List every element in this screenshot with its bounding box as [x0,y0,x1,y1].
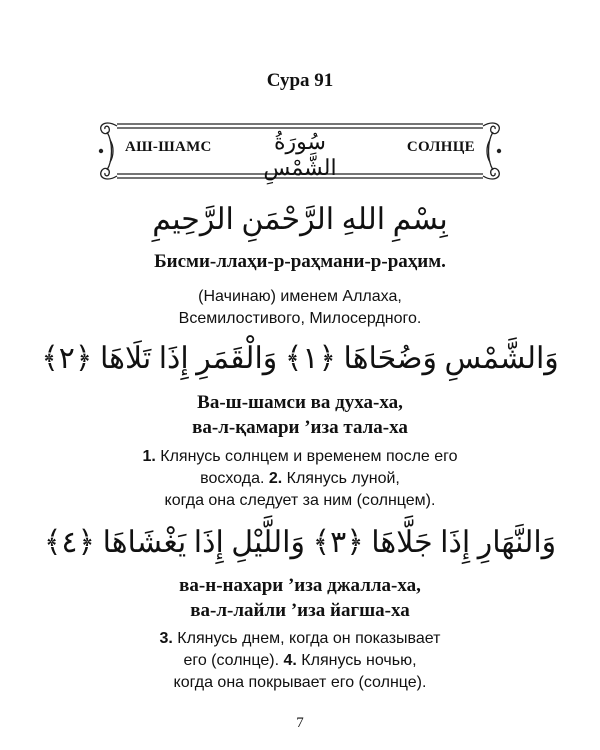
translation-line: (Начинаю) именем Аллаха, [198,288,402,305]
verses-3-4-arabic: وَالنَّهَارِ إِذَا جَلَّاهَا ﴿٣﴾ وَاللَّيْلِ إِذَا يَغْشَاهَا ﴿٤﴾ [43,526,557,559]
translation-line [0,628,600,650]
verses-1-2-translation [0,446,600,512]
translation-text: Клянусь ночью, [296,652,417,669]
verse-number: 2. [268,470,283,487]
verses-1-2-arabic: وَالشَّمْسِ وَضُحَاهَا ﴿١﴾ وَالْقَمَرِ إِذَا تَلَاهَا ﴿٢﴾ [41,342,559,375]
translation-text: восхода. [200,470,269,487]
sura-name-cyrillic: АШ-ШАМС [125,139,212,155]
sura-title: Сура 91 [266,70,334,91]
translit-line: ва-л-лайли ʼиза йагша-ха [190,600,410,621]
verse-number: 3. [159,630,173,647]
translation-line [0,650,600,672]
basmala-translation [0,286,600,330]
translation-text: его (солнце). [183,652,284,669]
verses-1-2-translit [0,390,600,440]
verse-number: 4. [283,652,297,669]
sura-name-translation: СОЛНЦЕ [406,139,475,155]
translation-text: Клянусь луной, [282,470,400,487]
basmala-translit: Бисми-ллаҳи-р-раҳмани-р-раҳим. [154,251,446,272]
translation-line [0,446,600,468]
translation-text: Клянусь днем, когда он показывает [172,630,441,647]
translation-text: Клянусь солнцем и временем после его [155,448,458,465]
translation-line: когда она покрывает его (солнце). [173,674,427,691]
basmala-arabic: بِسْمِ اللهِ الرَّحْمَنِ الرَّحِيمِ [152,203,448,236]
translit-line: ва-н-нахари ʼиза джалла-ха, [179,575,421,596]
translit-line: ва-л-қамари ʼиза тала-ха [192,417,408,438]
page-number: 7 [296,715,304,731]
translation-line [0,468,600,490]
verses-3-4-translit [0,573,600,623]
sura-header-frame [95,118,505,184]
sura-name-arabic: سُورَةُ الشَّمْسِ [263,129,337,180]
verses-3-4-translation [0,628,600,694]
verse-number: 1. [142,448,156,465]
translit-line: Ва-ш-шамси ва духа-ха, [197,392,403,413]
translation-line: Всемилостивого, Милосердного. [178,310,422,327]
translation-line: когда она следует за ним (солнцем). [164,492,436,509]
